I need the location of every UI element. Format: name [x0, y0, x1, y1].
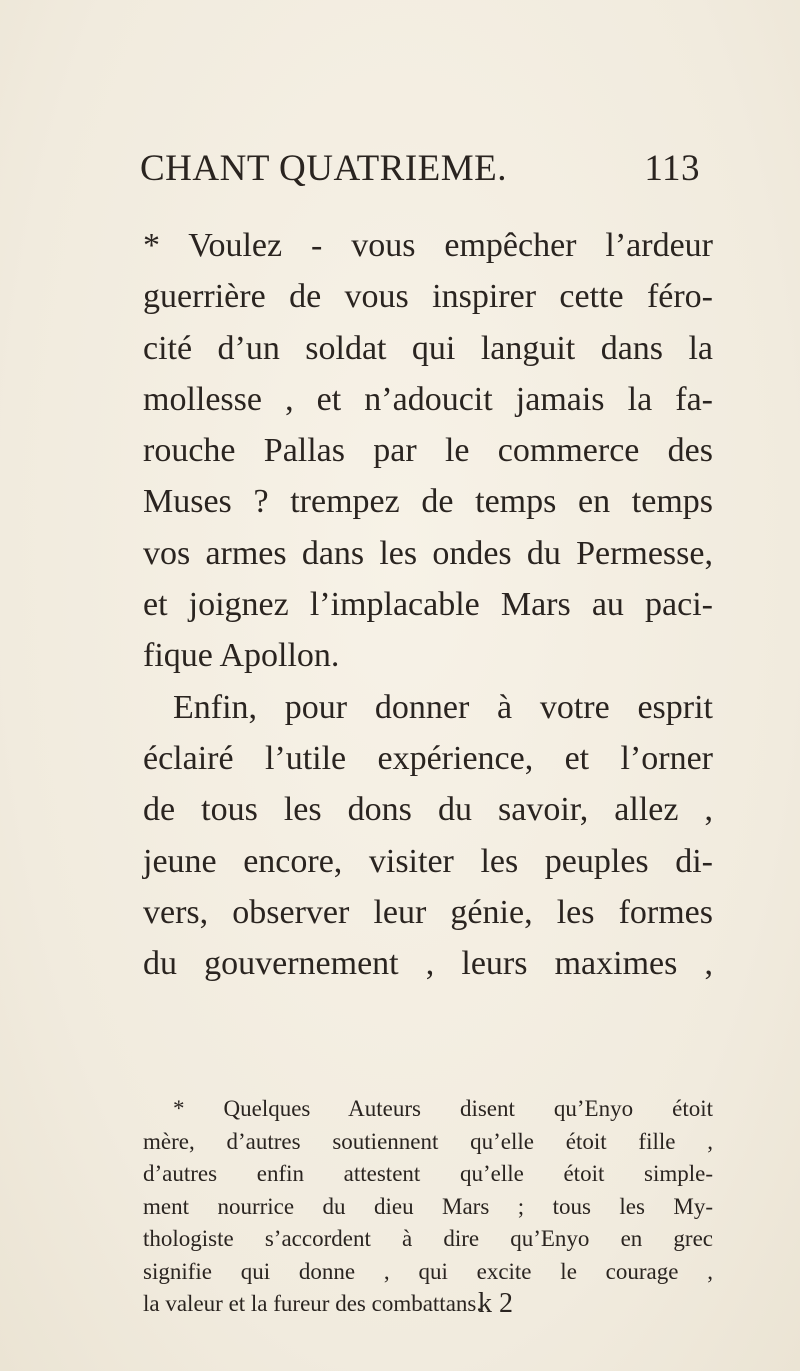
footnote-line: la valeur et la fureur des combattans. [143, 1291, 483, 1316]
footnote-line: signifie qui donne , qui excite le courage , [143, 1258, 713, 1284]
text-line: de tous les dons du savoir, allez , [143, 791, 713, 829]
footnote-line: ment nourrice du dieu Mars ; tous les My- [143, 1193, 713, 1219]
footnote-line: * Quelques Auteurs disent qu’Enyo étoit [173, 1096, 713, 1121]
text-line: et joignez l’implacable Mars au paci- [143, 586, 713, 624]
text-line: vers, observer leur génie, les formes [143, 893, 713, 931]
text-line: * Voulez - vous empêcher l’ardeur [143, 227, 713, 264]
chapter-title: CHANT QUATRIEME. [140, 148, 508, 189]
footnote [143, 1093, 713, 1321]
text-line: du gouvernement , leurs maximes , [143, 945, 713, 983]
footnote-line: d’autres enfin attestent qu’elle étoit simple- [143, 1161, 713, 1186]
text-line: vos armes dans les ondes du Permesse, [143, 534, 713, 572]
footnote-line: mère, d’autres soutiennent qu’elle étoit fille , [143, 1128, 713, 1154]
text-line: éclairé l’utile expérience, et l’orner [143, 739, 713, 777]
main-text [143, 220, 713, 989]
text-line: Muses ? trempez de temps en temps [143, 483, 713, 521]
signature-mark: k 2 [478, 1288, 513, 1319]
text-line: Enfin, pour donner à votre esprit [173, 688, 713, 726]
running-header [140, 147, 700, 207]
text-line: mollesse , et n’adoucit jamais la fa- [143, 380, 713, 418]
text-line: cité d’un soldat qui languit dans la [143, 329, 713, 367]
footnote-line: thologiste s’accordent à dire qu’Enyo en grec [143, 1226, 713, 1251]
text-line: rouche Pallas par le commerce des [143, 432, 713, 470]
page-number: 113 [644, 148, 700, 189]
text-line: fique Apollon. [143, 637, 340, 675]
text-line: jeune encore, visiter les peuples di- [143, 842, 713, 880]
text-line: guerrière de vous inspirer cette féro- [143, 278, 713, 316]
